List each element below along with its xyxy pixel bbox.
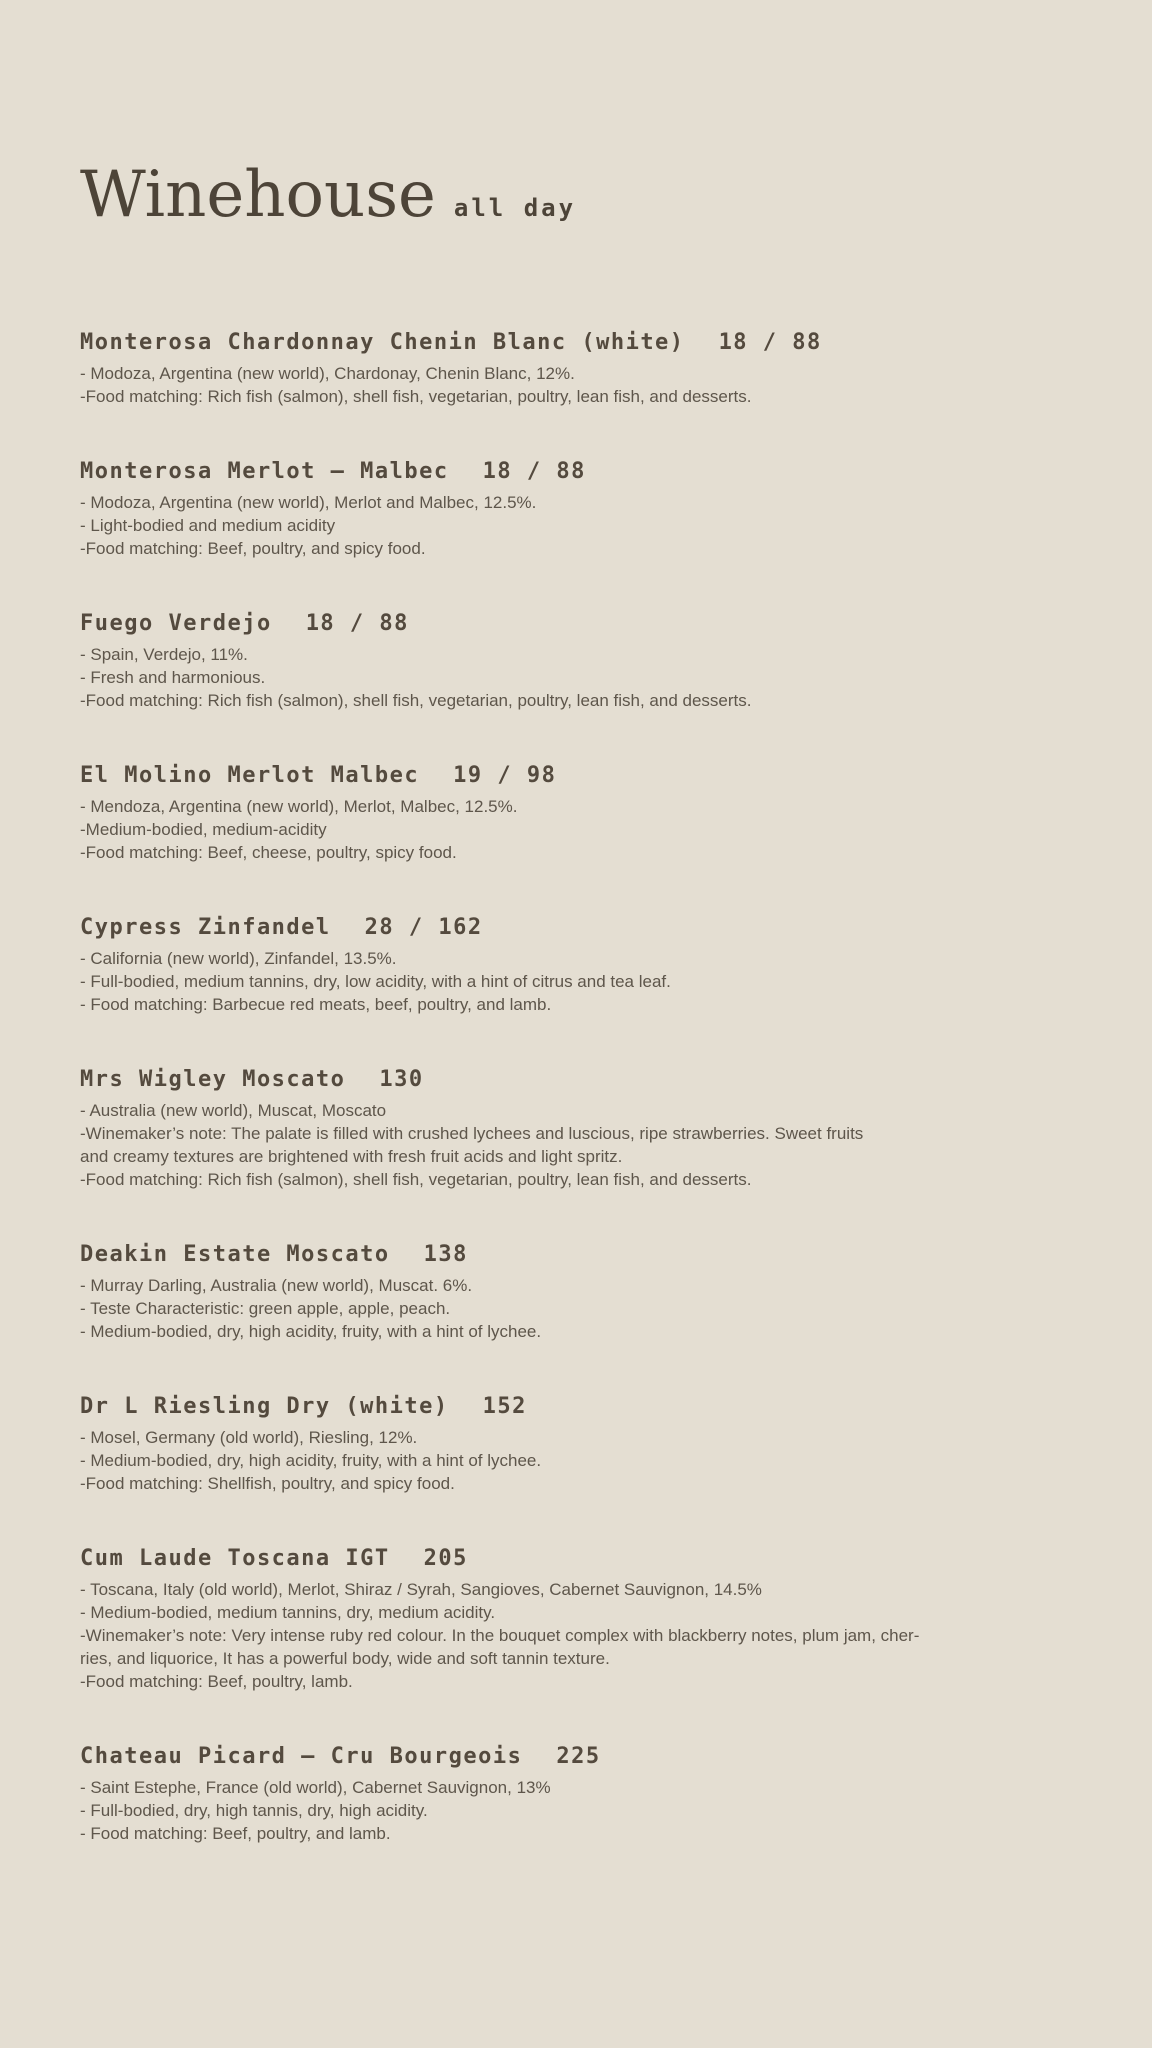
- wine-detail-line: - Saint Estephe, France (old world), Cabernet Sauvignon, 13%: [80, 1778, 551, 1797]
- menu-item: [80, 1392, 1072, 1495]
- wine-price: 18 / 88: [718, 330, 822, 355]
- wine-price: 205: [423, 1546, 468, 1571]
- wine-detail-line: - Full-bodied, dry, high tannis, dry, high acidity.: [80, 1801, 428, 1820]
- wine-detail-line: - Toscana, Italy (old world), Merlot, Shiraz / Syrah, Sangioves, Cabernet Sauvignon, 14.5%: [80, 1580, 762, 1599]
- wine-detail-line: - Modoza, Argentina (new world), Chardonay, Chenin Blanc, 12%.: [80, 364, 575, 383]
- wine-detail-line: - Murray Darling, Australia (new world), Muscat. 6%.: [80, 1276, 473, 1295]
- brand-tagline: all day: [453, 194, 577, 222]
- wine-price: 18 / 88: [305, 611, 409, 636]
- wine-name: Monterosa Chardonnay Chenin Blanc (white): [80, 330, 685, 355]
- wine-detail-line: - Spain, Verdejo, 11%.: [80, 645, 248, 664]
- wine-name: El Molino Merlot Malbec: [80, 763, 420, 788]
- wine-price: 225: [556, 1744, 601, 1769]
- wine-price: 18 / 88: [482, 459, 586, 484]
- wine-list: [80, 328, 1072, 1845]
- wine-detail-line: - Modoza, Argentina (new world), Merlot and Malbec, 12.5%.: [80, 493, 537, 512]
- wine-detail-line: - Medium-bodied, dry, high acidity, fruity, with a hint of lychee.: [80, 1451, 542, 1470]
- menu-item: [80, 1544, 1072, 1693]
- menu-item: [80, 913, 1072, 1016]
- wine-name: Fuego Verdejo: [80, 611, 272, 636]
- wine-detail-line: -Winemaker’s note: The palate is filled with crushed lychees and luscious, ripe strawberries. Sweet fruits: [80, 1124, 864, 1143]
- wine-detail-line: - Food matching: Barbecue red meats, beef, poultry, and lamb.: [80, 995, 552, 1014]
- wine-name: Cypress Zinfandel: [80, 915, 331, 940]
- menu-item: [80, 457, 1072, 560]
- wine-name: Cum Laude Toscana IGT: [80, 1546, 390, 1571]
- menu-item-title: [80, 913, 1072, 943]
- menu-item: [80, 609, 1072, 712]
- menu-item-title: [80, 1240, 1072, 1270]
- wine-detail-line: - Medium-bodied, dry, high acidity, fruity, with a hint of lychee.: [80, 1322, 542, 1341]
- wine-name: Dr L Riesling Dry (white): [80, 1394, 449, 1419]
- wine-price: 130: [379, 1067, 424, 1092]
- wine-detail-line: - Medium-bodied, medium tannins, dry, medium acidity.: [80, 1603, 496, 1622]
- menu-item-title: [80, 609, 1072, 639]
- menu-item: [80, 1742, 1072, 1845]
- wine-detail-line: and creamy textures are brightened with fresh fruit acids and light spritz.: [80, 1147, 623, 1166]
- wine-detail-line: -Food matching: Rich fish (salmon), shell fish, vegetarian, poultry, lean fish, and desserts.: [80, 387, 752, 406]
- wine-detail-line: - Australia (new world), Muscat, Moscato: [80, 1101, 387, 1120]
- wine-detail-line: -Medium-bodied, medium-acidity: [80, 820, 327, 839]
- menu-header: [80, 160, 1072, 230]
- menu-item: [80, 1240, 1072, 1343]
- wine-detail-line: -Food matching: Shellfish, poultry, and spicy food.: [80, 1474, 455, 1493]
- wine-detail-line: -Food matching: Rich fish (salmon), shell fish, vegetarian, poultry, lean fish, and desserts.: [80, 1170, 752, 1189]
- wine-detail-line: - Full-bodied, medium tannins, dry, low acidity, with a hint of citrus and tea leaf.: [80, 972, 671, 991]
- wine-detail-line: - Light-bodied and medium acidity: [80, 516, 336, 535]
- wine-detail-line: -Food matching: Beef, cheese, poultry, spicy food.: [80, 843, 457, 862]
- brand-wordmark: Winehouse: [80, 158, 436, 232]
- wine-price: 28 / 162: [364, 915, 483, 940]
- wine-price: 19 / 98: [453, 763, 557, 788]
- wine-detail-line: - California (new world), Zinfandel, 13.5%.: [80, 949, 397, 968]
- menu-item-title: [80, 1392, 1072, 1422]
- menu-item-title: [80, 1544, 1072, 1574]
- wine-detail-line: - Mosel, Germany (old world), Riesling, 12%.: [80, 1428, 418, 1447]
- wine-detail-line: -Food matching: Beef, poultry, and spicy food.: [80, 539, 426, 558]
- menu-item-title: [80, 1065, 1072, 1095]
- menu-item-title: [80, 761, 1072, 791]
- wine-detail-line: - Fresh and harmonious.: [80, 668, 266, 687]
- wine-name: Mrs Wigley Moscato: [80, 1067, 346, 1092]
- wine-detail-line: ries, and liquorice, It has a powerful body, wide and soft tannin texture.: [80, 1649, 610, 1668]
- wine-price: 138: [423, 1242, 468, 1267]
- wine-detail-line: - Teste Characteristic: green apple, apple, peach.: [80, 1299, 451, 1318]
- wine-detail-line: -Food matching: Rich fish (salmon), shell fish, vegetarian, poultry, lean fish, and desserts.: [80, 691, 752, 710]
- wine-name: Deakin Estate Moscato: [80, 1242, 390, 1267]
- menu-item-title: [80, 328, 1072, 358]
- menu-item: [80, 761, 1072, 864]
- wine-price: 152: [482, 1394, 527, 1419]
- menu-item-title: [80, 457, 1072, 487]
- menu-item-title: [80, 1742, 1072, 1772]
- wine-name: Chateau Picard – Cru Bourgeois: [80, 1744, 523, 1769]
- menu-item: [80, 328, 1072, 408]
- wine-detail-line: - Food matching: Beef, poultry, and lamb.: [80, 1824, 391, 1843]
- wine-detail-line: - Mendoza, Argentina (new world), Merlot, Malbec, 12.5%.: [80, 797, 518, 816]
- wine-detail-line: -Food matching: Beef, poultry, lamb.: [80, 1672, 353, 1691]
- menu-item: [80, 1065, 1072, 1191]
- wine-name: Monterosa Merlot – Malbec: [80, 459, 449, 484]
- wine-detail-line: -Winemaker’s note: Very intense ruby red colour. In the bouquet complex with blackberry notes, plum jam, cher-: [80, 1626, 920, 1645]
